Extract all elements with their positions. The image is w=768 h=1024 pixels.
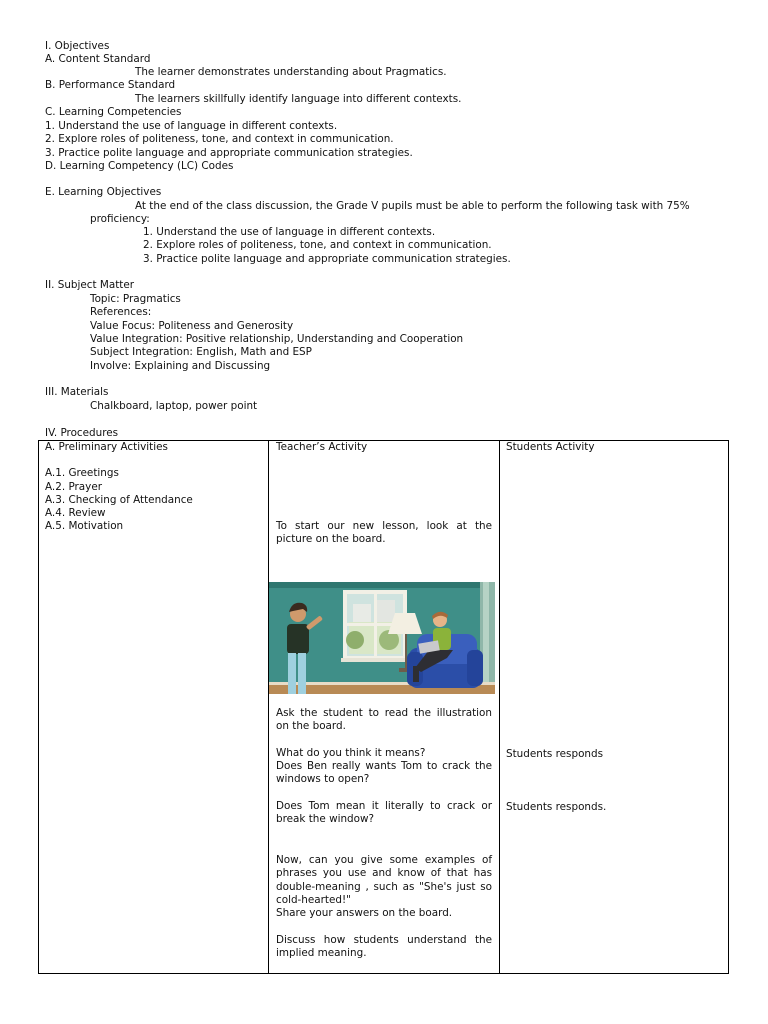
teacher-question-tom: Does Tom mean it literally to crack or break the window? (276, 800, 492, 826)
lc-codes-label: D. Learning Competency (LC) Codes (45, 160, 234, 172)
col2-header: Teacher’s Activity (276, 441, 368, 453)
preliminary-item: A.5. Motivation (45, 520, 124, 532)
subject-matter-heading: II. Subject Matter (45, 279, 135, 291)
learning-objective-item: 3. Practice polite language and appropriate communication strategies. (143, 253, 511, 265)
preliminary-item: A.2. Prayer (45, 481, 102, 493)
preliminary-item: A.3. Checking of Attendance (45, 494, 193, 506)
classroom-scene-image (269, 582, 495, 694)
competency-item: 3. Practice polite language and appropriate communication strategies. (45, 147, 413, 159)
teacher-examples-text: Now, can you give some examples of phrases you use and know of that has double-meaning , such as "She's just so cold-hearted!" (276, 854, 492, 907)
student-response: Students responds (506, 748, 604, 760)
materials-heading: III. Materials (45, 386, 109, 398)
student-response: Students responds. (506, 801, 607, 813)
learning-objective-item: 2. Explore roles of politeness, tone, and context in communication. (143, 239, 492, 251)
objectives-heading: I. Objectives (45, 40, 110, 52)
content-standard-label: A. Content Standard (45, 53, 151, 65)
content-standard-text: The learner demonstrates understanding about Pragmatics. (135, 66, 447, 78)
preliminary-item: A.1. Greetings (45, 467, 119, 479)
materials-text: Chalkboard, laptop, power point (90, 400, 258, 412)
competency-item: 2. Explore roles of politeness, tone, and context in communication. (45, 133, 394, 145)
learning-objectives-label: E. Learning Objectives (45, 186, 162, 198)
value-integration-line: Value Integration: Positive relationship, Understanding and Cooperation (90, 333, 464, 345)
column-divider (499, 441, 500, 973)
teacher-discuss-text: Discuss how students understand the implied meaning. (276, 934, 492, 960)
learning-objective-item: 1. Understand the use of language in different contexts. (143, 226, 436, 238)
col1-header: A. Preliminary Activities (45, 441, 168, 453)
learning-objectives-intro-cont: proficiency: (90, 213, 150, 225)
performance-standard-text: The learners skillfully identify language into different contexts. (135, 93, 462, 105)
learning-objectives-intro: At the end of the class discussion, the Grade V pupils must be able to perform the following task with 75% (135, 200, 690, 212)
topic-line: Topic: Pragmatics (90, 293, 181, 305)
value-focus-line: Value Focus: Politeness and Generosity (90, 320, 294, 332)
column-divider (268, 441, 269, 973)
teacher-ask-text: Ask the student to read the illustration on the board. (276, 707, 492, 733)
competencies-label: C. Learning Competencies (45, 106, 182, 118)
teacher-question-meaning: What do you think it means? (276, 747, 426, 759)
performance-standard-label: B. Performance Standard (45, 79, 176, 91)
preliminary-item: A.4. Review (45, 507, 106, 519)
involve-line: Involve: Explaining and Discussing (90, 360, 271, 372)
lesson-illustration (269, 582, 495, 694)
col3-header: Students Activity (506, 441, 595, 453)
procedures-heading: IV. Procedures (45, 427, 119, 439)
competency-item: 1. Understand the use of language in different contexts. (45, 120, 338, 132)
teacher-share-text: Share your answers on the board. (276, 907, 453, 919)
references-line: References: (90, 306, 152, 318)
teacher-start-text: To start our new lesson, look at the picture on the board. (276, 520, 492, 546)
subject-integration-line: Subject Integration: English, Math and ESP (90, 346, 312, 358)
teacher-question-ben: Does Ben really wants Tom to crack the windows to open? (276, 760, 492, 786)
